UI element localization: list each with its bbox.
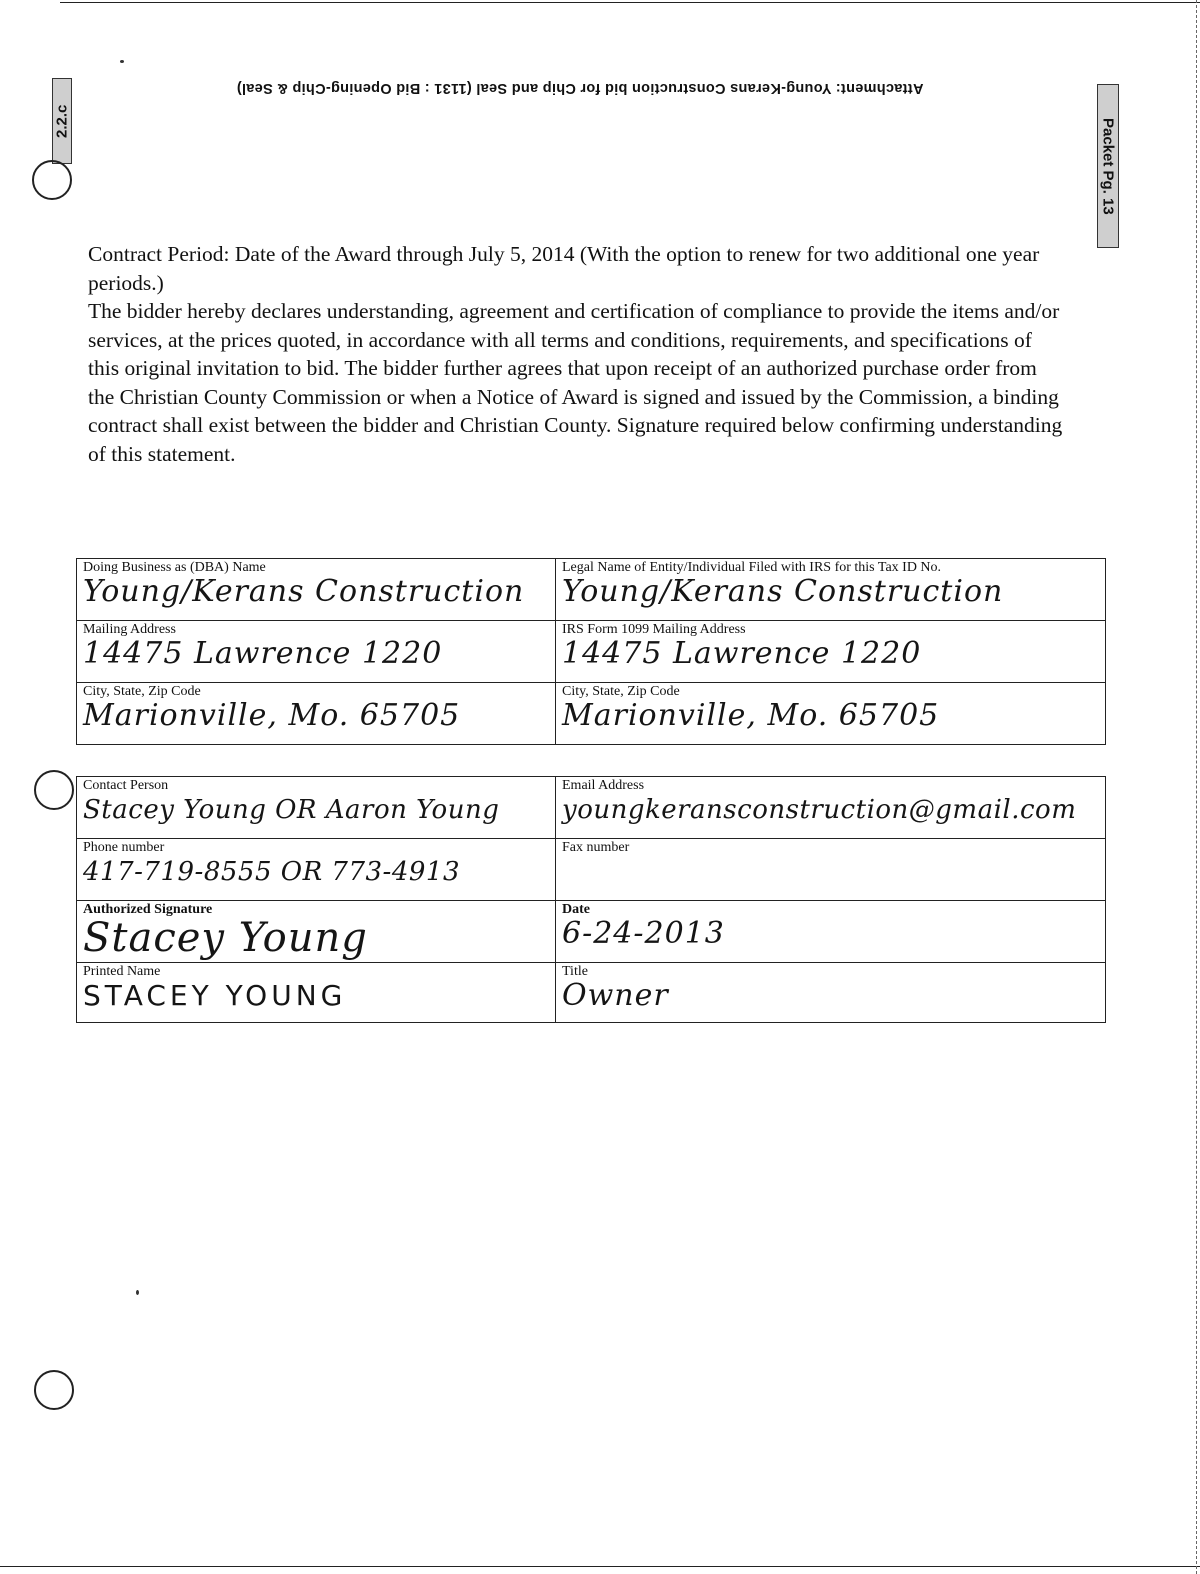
title-value: Owner bbox=[562, 978, 669, 1013]
legal-name-value: Young/Kerans Construction bbox=[562, 574, 1004, 609]
phone-number-cell bbox=[77, 839, 556, 901]
contract-statement bbox=[88, 240, 1068, 468]
city-state-zip-cell bbox=[77, 683, 556, 745]
date-value: 6-24-2013 bbox=[562, 916, 725, 951]
packet-page-tab: Packet Pg. 13 bbox=[1097, 84, 1119, 248]
city-state-zip-value: Marionville, Mo. 65705 bbox=[83, 698, 461, 733]
irs-city-state-zip-cell bbox=[556, 683, 1106, 745]
punch-hole-top bbox=[32, 160, 72, 200]
irs-mailing-address-value: 14475 Lawrence 1220 bbox=[562, 636, 922, 671]
printed-name-value: STACEY YOUNG bbox=[83, 979, 347, 1012]
irs-city-state-zip-label: City, State, Zip Code bbox=[562, 684, 680, 699]
printed-name-cell bbox=[77, 963, 556, 1023]
dba-name-label: Doing Business as (DBA) Name bbox=[83, 560, 266, 575]
date-label: Date bbox=[562, 902, 590, 917]
email-address-value: youngkeransconstruction@gmail.com bbox=[562, 795, 1077, 825]
stray-mark bbox=[136, 1290, 139, 1295]
mailing-address-cell bbox=[77, 621, 556, 683]
phone-number-label: Phone number bbox=[83, 840, 165, 855]
punch-hole-bottom bbox=[34, 1370, 74, 1410]
date-cell bbox=[556, 901, 1106, 963]
legal-name-label: Legal Name of Entity/Individual Filed with IRS for this Tax ID No. bbox=[562, 560, 942, 575]
city-state-zip-label: City, State, Zip Code bbox=[83, 684, 201, 699]
page-edge-top bbox=[60, 2, 1200, 3]
page-edge-bottom bbox=[0, 1566, 1200, 1567]
email-address-label: Email Address bbox=[562, 778, 645, 793]
irs-mailing-address-label: IRS Form 1099 Mailing Address bbox=[562, 622, 746, 637]
legal-name-cell bbox=[556, 559, 1106, 621]
mailing-address-value: 14475 Lawrence 1220 bbox=[83, 636, 443, 671]
mailing-address-label: Mailing Address bbox=[83, 622, 176, 637]
dba-name-cell bbox=[77, 559, 556, 621]
page-edge-right bbox=[1196, 0, 1197, 1574]
section-tab: 2.2.c bbox=[52, 78, 72, 164]
entity-info-table bbox=[76, 558, 1106, 745]
title-label: Title bbox=[562, 964, 588, 979]
punch-hole-middle bbox=[34, 770, 74, 810]
contact-info-table bbox=[76, 776, 1106, 1023]
fax-number-label: Fax number bbox=[562, 840, 630, 855]
printed-name-label: Printed Name bbox=[83, 964, 161, 979]
title-cell bbox=[556, 963, 1106, 1023]
contact-person-value: Stacey Young OR Aaron Young bbox=[83, 795, 500, 825]
phone-number-value: 417-719-8555 OR 773-4913 bbox=[83, 857, 460, 887]
dba-name-value: Young/Kerans Construction bbox=[83, 574, 525, 609]
fax-number-cell bbox=[556, 839, 1106, 901]
contract-period-text: Contract Period: Date of the Award through July 5, 2014 (With the option to renew for two additional one year periods.) bbox=[88, 242, 1040, 295]
stray-mark bbox=[120, 60, 124, 63]
irs-mailing-address-cell bbox=[556, 621, 1106, 683]
email-address-cell bbox=[556, 777, 1106, 839]
authorized-signature-label: Authorized Signature bbox=[83, 902, 213, 917]
contact-person-cell bbox=[77, 777, 556, 839]
attachment-header: Attachment: Young-Kerans Construction bid for Chip and Seal (1131 : Bid Opening-Chip & Seal) bbox=[236, 80, 924, 96]
authorized-signature-cell bbox=[77, 901, 556, 963]
bidder-declaration-text: The bidder hereby declares understanding, agreement and certification of compliance to provide the items and/or services, at the prices quoted, in accordance with all terms and conditions, requirements, and specifications of this original invitation to bid. The bidder further agrees that upon receipt of an authorized purchase order from the Christian County Commission or when a Notice of Award is signed and issued by the Commission, a binding contract shall exist between the bidder and Christian County. Signature required below confirming understanding of this statement. bbox=[88, 299, 1063, 466]
irs-city-state-zip-value: Marionville, Mo. 65705 bbox=[562, 698, 940, 733]
contact-person-label: Contact Person bbox=[83, 778, 169, 793]
authorized-signature: Stacey Young bbox=[83, 915, 368, 961]
